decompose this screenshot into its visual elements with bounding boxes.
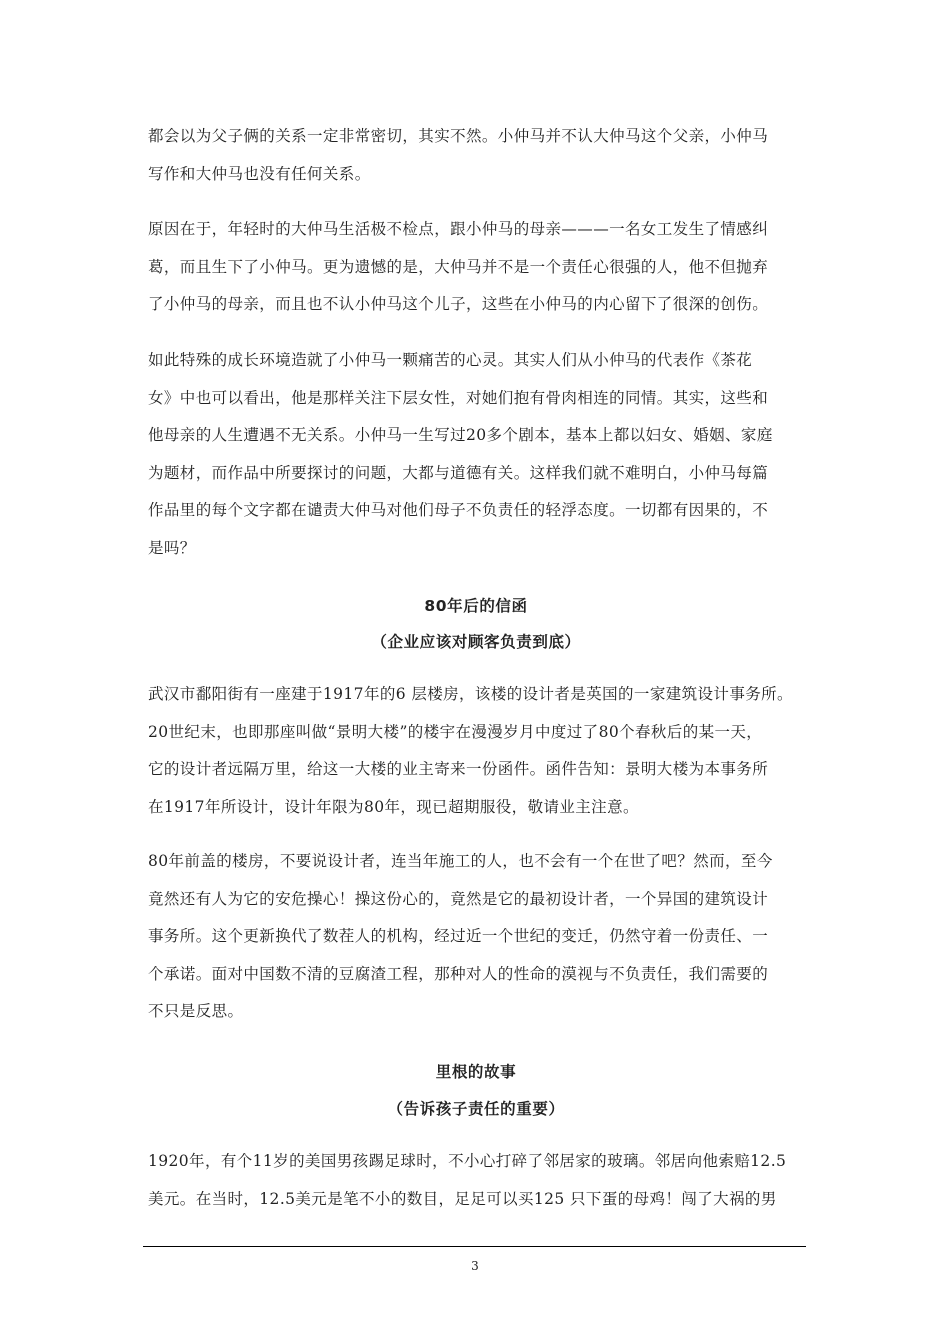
text-line: 如此特殊的成长环境造就了小仲马一颗痛苦的心灵。其实人们从小仲马的代表作《茶花	[148, 351, 753, 369]
text-line: 他母亲的人生遭遇不无关系。小仲马一生写过20多个剧本，基本上都以妇女、婚姻、家庭	[148, 426, 773, 444]
text-line: 武汉市鄱阳街有一座建于1917年的6 层楼房，该楼的设计者是英国的一家建筑设计事务所。	[148, 685, 793, 703]
text-line: 它的设计者远隔万里，给这一大楼的业主寄来一份函件。函件告知：景明大楼为本事务所	[148, 760, 769, 778]
text-line: 美元。在当时，12.5美元是笔不小的数目，足足可以买125 只下蛋的母鸡！闯了大祸的男	[148, 1189, 777, 1208]
text-line: 葛，而且生下了小仲马。更为遗憾的是，大仲马并不是一个责任心很强的人，他不但抛弃	[148, 257, 769, 276]
paragraph-3	[148, 342, 814, 567]
paragraph-6	[148, 1143, 814, 1218]
text-line: 在1917年所设计，设计年限为80年，现已超期服役，敬请业主注意。	[148, 797, 639, 816]
text-line: 写作和大仲马也没有任何关系。	[148, 164, 371, 183]
paragraph-5	[148, 843, 814, 1031]
paragraph-2	[148, 211, 814, 324]
page-number: 3	[471, 1259, 479, 1273]
text-line: 80年前盖的楼房，不要说设计者，连当年施工的人，也不会有一个在世了吧？然而，至今	[148, 852, 773, 870]
text-line: 事务所。这个更新换代了数茬人的机构，经过近一个世纪的变迁，仍然守着一份责任、一	[148, 927, 769, 945]
paragraph-1	[148, 118, 814, 193]
text-line: 个承诺。面对中国数不清的豆腐渣工程，那种对人的性命的漠视与不负责任，我们需要的	[148, 964, 769, 983]
text-line: 原因在于，年轻时的大仲马生活极不检点，跟小仲马的母亲———一名女工发生了情感纠	[148, 220, 769, 238]
text-line: 女》中也可以看出，他是那样关注下层女性，对她们抱有骨肉相连的同情。其实，这些和	[148, 388, 769, 407]
section-heading-subtitle: （企业应该对顾客负责到底）	[371, 633, 581, 651]
section-heading-title: 80年后的信函	[424, 597, 528, 615]
text-line: 不只是反思。	[148, 1002, 244, 1020]
text-line: 作品里的每个文字都在谴责大仲马对他们母子不负责任的轻浮态度。一切都有因果的，不	[148, 501, 769, 519]
text-line: 1920年，有个11岁的美国男孩踢足球时，不小心打碎了邻居家的玻璃。邻居向他索赔12.5	[148, 1152, 787, 1170]
text-line: 是吗？	[148, 538, 196, 557]
text-line: 20世纪末，也即那座叫做“景明大楼”的楼宇在漫漫岁月中度过了80个春秋后的某一天，	[148, 722, 763, 741]
section-heading-title: 里根的故事	[435, 1063, 517, 1081]
paragraph-4	[148, 676, 814, 826]
section-heading-subtitle: （告诉孩子责任的重要）	[387, 1100, 565, 1118]
text-line: 都会以为父子俩的关系一定非常密切，其实不然。小仲马并不认大仲马这个父亲，小仲马	[148, 127, 769, 145]
text-line: 了小仲马的母亲，而且也不认小仲马这个儿子，这些在小仲马的内心留下了很深的创伤。	[148, 295, 769, 313]
text-line: 为题材，而作品中所要探讨的问题，大都与道德有关。这样我们就不难明白，小仲马每篇	[148, 463, 769, 482]
text-line: 竟然还有人为它的安危操心！操这份心的，竟然是它的最初设计者，一个异国的建筑设计	[148, 889, 769, 908]
footer-divider	[143, 1246, 806, 1247]
